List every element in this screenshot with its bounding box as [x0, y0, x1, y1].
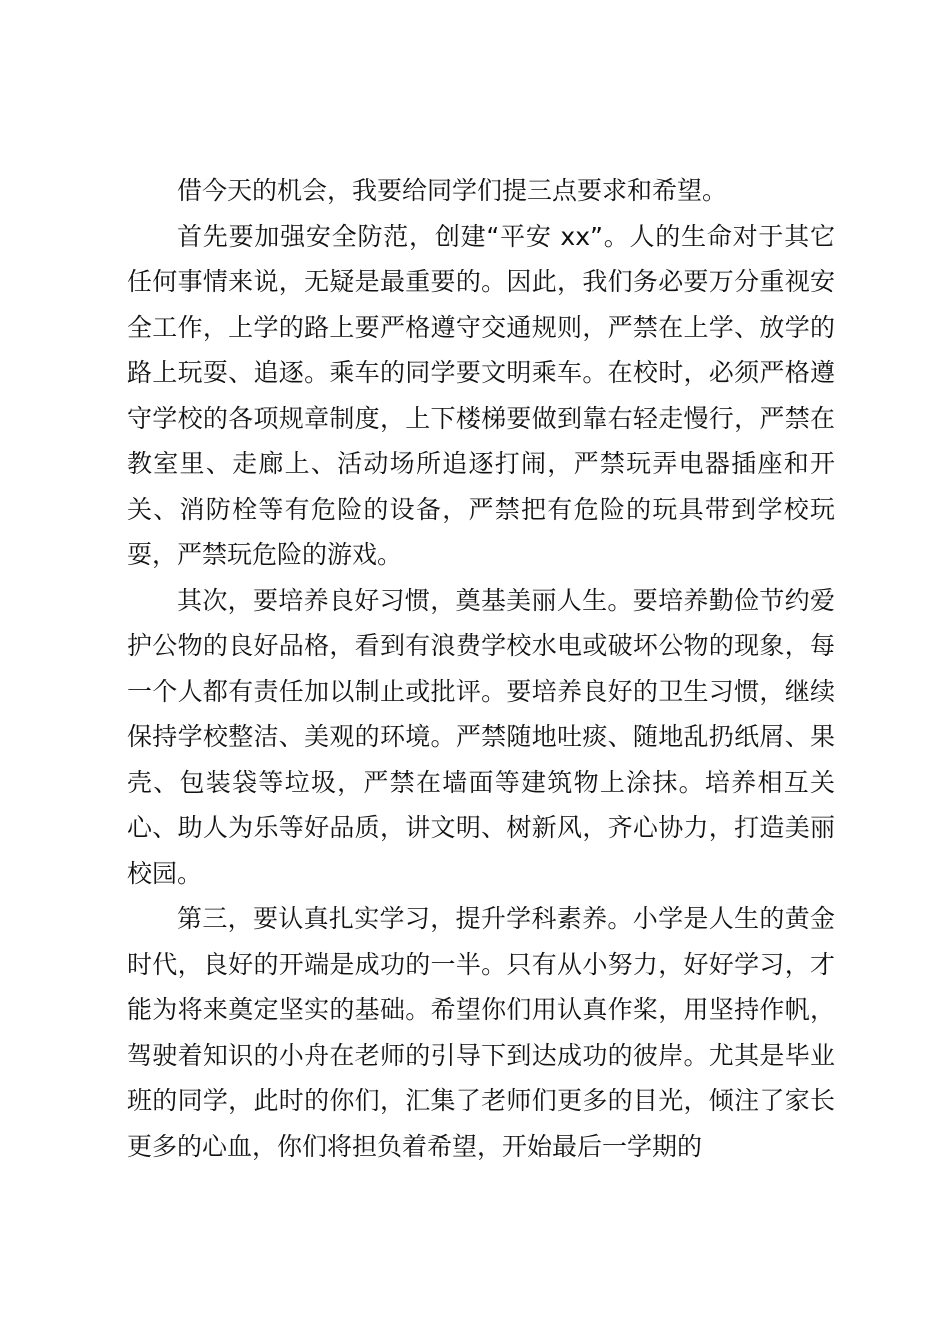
paragraph-safety: 首先要加强安全防范，创建“平安 xx”。人的生命对于其它任何事情来说，无疑是最重要的。因此，我们务必要万分重视安全工作，上学的路上要严格遵守交通规则，严禁在上学、放学的路上玩耍、追逐。乘车的同学要文明乘车。在校时，必须严格遵守学校的各项规章制度，上下楼梯要做到靠右轻走慢行，严禁在教室里、走廊上、活动场所追逐打闹，严禁玩弄电器插座和开关、消防栓等有危险的设备，严禁把有危险的玩具带到学校玩耍，严禁玩危险的游戏。	[127, 221, 835, 569]
paragraph-study: 第三，要认真扎实学习，提升学科素养。小学是人生的黄金时代，良好的开端是成功的一半。只有从小努力，好好学习，才能为将来奠定坚实的基础。希望你们用认真作桨，用坚持作帆，驾驶着知识的小舟在老师的引导下到达成功的彼岸。尤其是毕业班的同学，此时的你们，汇集了老师们更多的目光，倾注了家长更多的心血，你们将担负着希望，开始最后一学期的	[127, 904, 835, 1161]
paragraph-intro: 借今天的机会，我要给同学们提三点要求和希望。	[177, 176, 728, 205]
document-body	[127, 168, 835, 1169]
paragraph-habits: 其次，要培养良好习惯，奠基美丽人生。要培养勤俭节约爱护公物的良好品格，看到有浪费学校水电或破坏公物的现象，每一个人都有责任加以制止或批评。要培养良好的卫生习惯，继续保持学校整洁、美观的环境。严禁随地吐痰、随地乱扔纸屑、果壳、包装袋等垃圾，严禁在墙面等建筑物上涂抹。培养相互关心、助人为乐等好品质，讲文明、树新风，齐心协力，打造美丽校园。	[127, 585, 835, 888]
